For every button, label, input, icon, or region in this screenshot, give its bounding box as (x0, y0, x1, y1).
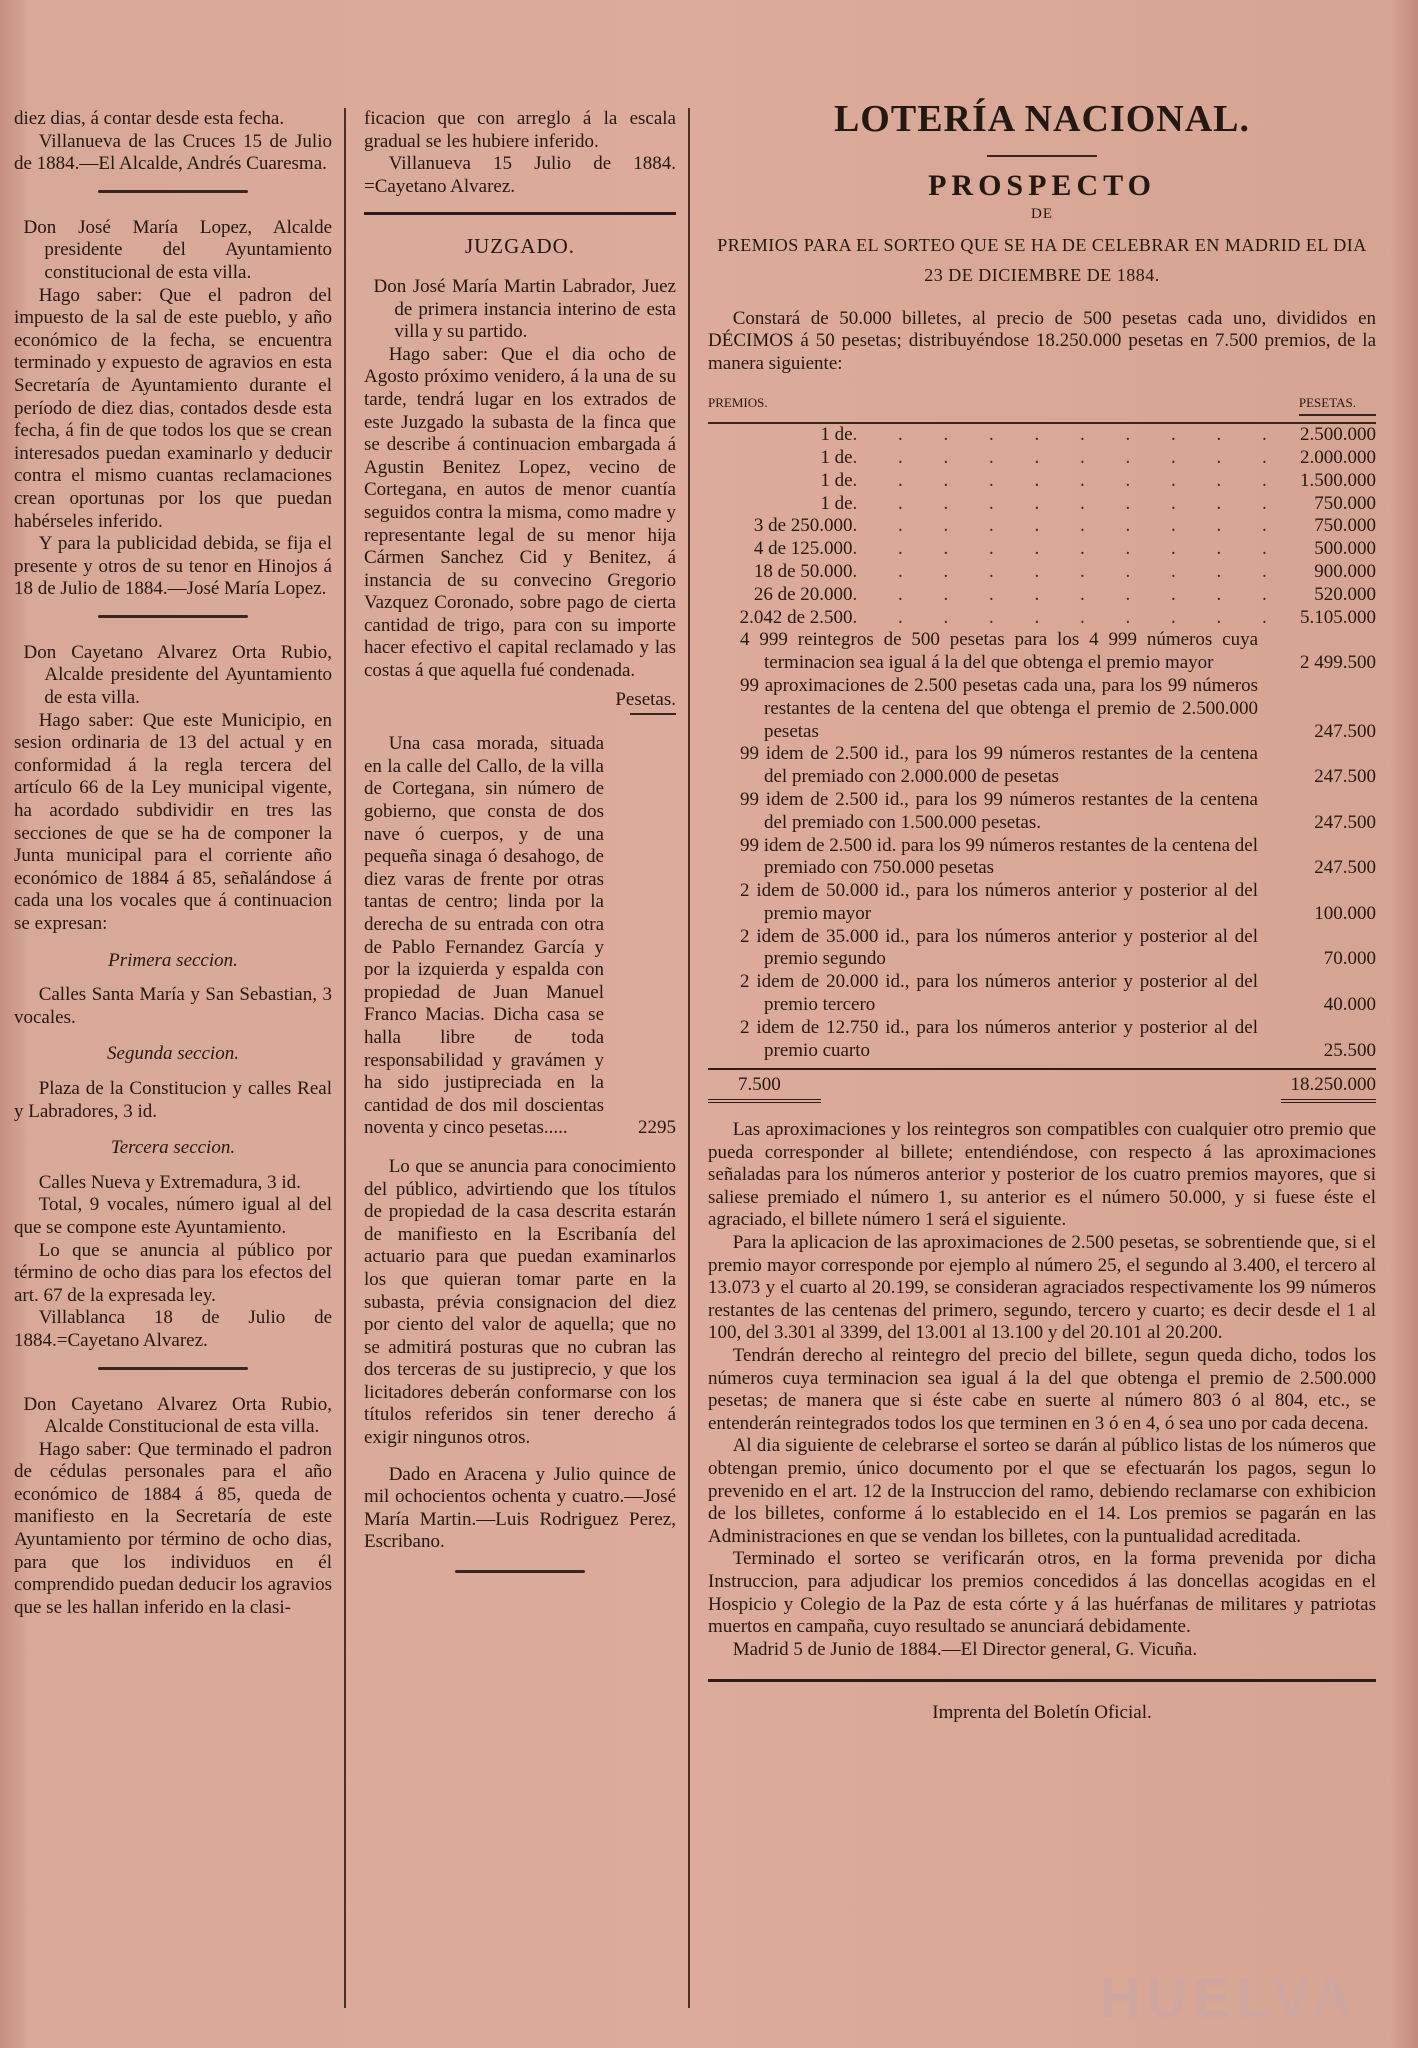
prize-row (708, 515, 1376, 538)
prize-row (708, 493, 1376, 516)
prize-extra-text: 2 idem de 20.000 id., para los números anterior y posterior al del premio tercero (740, 971, 1258, 1016)
prospecto-heading: PROSPECTO (928, 168, 1156, 202)
leader-dots: . . . . . . . . . . (852, 424, 1285, 446)
prize-quantity: 2.042 de 2.500 (739, 606, 853, 628)
prize-extra-row (708, 675, 1376, 743)
lottery-subtitle-line-1: PREMIOS PARA EL SORTEO QUE SE HA DE CELEBRAR EN MADRID EL DIA (717, 234, 1367, 255)
huelva-watermark: HUELVA (1100, 1966, 1358, 2029)
col2-paragraph: Lo que se anuncia para conocimiento del público, advirtiendo que los títulos de propiedad de la casa descrita estarán de manifiesto en la Escribanía del actuario para que puedan examinarlos los que quieran tomar parte en la subasta, prévia consignacion del diez por ciento del valor de aquella; que no se admitirá posturas que no cubran las dos terceras de su justiprecio, y que los licitadores deberán conformarse con los títulos referidos sin tener derecho á exigir ningunos otros. (364, 1155, 676, 1449)
prize-extra-amount: 100.000 (1314, 902, 1376, 924)
lottery-subtitle (708, 230, 1376, 290)
section-heading: Tercera seccion. (110, 1137, 236, 1159)
section-heading: Segunda seccion. (107, 1043, 239, 1065)
imprenta-footer: Imprenta del Boletín Oficial. (932, 1702, 1152, 1724)
prize-extra-amount: 25.500 (1323, 1039, 1376, 1061)
lottery-paragraph: Para la aplicacion de las aproximaciones de 2.500 pesetas, se sobrentiende que, si el premio mayor corresponde por ejemplo al número 25, el segundo al 3.400, el tercero al 13.073 y el cuarto al 20.199, se consideran agraciados respectivamente los 99 números restantes de las centenas del primero, segundo, tercero y cuarto; es decir desde el 1 al 100, del 3.301 al 3399, del 13.001 al 13.100 y del 20.101 al 20.200. (708, 1232, 1376, 1344)
col1-signature: Y para la publicidad debida, se fija el presente y otros de su tenor en Hinojos á 18 de Julio de 1884.—José María Lopez. (14, 533, 332, 600)
lottery-subtitle-line-2: 23 DE DICIEMBRE DE 1884. (924, 264, 1160, 285)
col1-notice-header: Don José María Lopez, Alcalde presidente del Ayuntamiento constitucional de esta villa. (23, 216, 332, 283)
prize-table (708, 422, 1376, 629)
prize-extra-row (708, 971, 1376, 1017)
prize-total-row (708, 1068, 1376, 1103)
column-divider-left (344, 108, 346, 2008)
prize-amount: 750.000 (1314, 515, 1376, 537)
prize-row (708, 470, 1376, 493)
lottery-signature: Madrid 5 de Junio de 1884.—El Director general, G. Vicuña. (732, 1638, 1198, 1660)
section-text: Plaza de la Constitucion y calles Real y Labradores, 3 id. (14, 1077, 332, 1122)
lottery-paragraph: Terminado el sorteo se verificarán otros, en la forma prevenida por dicha Instruccion, para adjudicar los premios concedidos á las doncellas acogidas en el Hospicio y Colegio de la Paz de esta córte y á las huérfanas de militares y patriotas muertos en campaña, cuyo resultado se anunciará debidamente. (708, 1548, 1376, 1638)
col2-notice-header: Don José María Martin Labrador, Juez de primera instancia interino de esta villa y su partido. (373, 275, 676, 343)
prize-quantity: 3 de 250.000 (753, 515, 853, 537)
prize-amount: 2.000.000 (1300, 446, 1376, 468)
property-entry (364, 733, 676, 1140)
prize-extras (708, 629, 1376, 1062)
pesetas-label: Pesetas. (615, 688, 676, 710)
property-value: 2295 (638, 1117, 676, 1139)
column-divider-right (688, 108, 690, 2008)
prize-row (708, 584, 1376, 607)
column-1 (14, 108, 332, 1619)
premios-label: PREMIOS. (708, 394, 768, 410)
total-count: 7.500 (708, 1074, 821, 1103)
prize-extra-row (708, 880, 1376, 926)
prize-extra-row (708, 1017, 1376, 1063)
prize-row (708, 561, 1376, 584)
prize-extra-row (708, 926, 1376, 972)
section-rule (364, 212, 676, 215)
prize-extra-amount: 40.000 (1323, 994, 1376, 1016)
prize-row (708, 607, 1376, 630)
prize-extra-text: 99 aproximaciones de 2.500 pesetas cada una, para los 99 números restantes de la centena del que obtenga el premio de 2.500.000 pesetas (740, 674, 1258, 742)
col1-signature: Villablanca 18 de Julio de 1884.=Cayetano Alvarez. (14, 1307, 332, 1351)
lottery-intro: Constará de 50.000 billetes, al precio de 500 pesetas cada uno, divididos en DÉCIMOS á 50 pesetas; distribuyéndose 18.250.000 pesetas en 7.500 premios, de la manera siguiente: (708, 307, 1376, 374)
prize-extra-row (708, 743, 1376, 789)
property-description: Una casa morada, situada en la calle del Callo, de la villa de Cortegana, sin número de gobierno, que consta de dos nave ó cuerpos, y de una pequeña sinaga ó desahogo, de diez varas de frente por otras tantas de centro; linda por la derecha de su entrada con otra de Pablo Fernandez García y por la izquierda y espalda con propiedad de Juan Manuel Franco Macias. Dicha casa se halla libre de toda responsabilidad y gravámen y ha sido justipreciada en la cantidad de dos mil doscientas noventa y cinco pesetas..... (364, 733, 604, 1139)
total-amount: 18.250.000 (1281, 1074, 1377, 1103)
leader-dots: . . . . . . . . . . (852, 469, 1285, 491)
prize-extra-text: 2 idem de 12.750 id., para los números anterior y posterior al del premio cuarto (740, 1016, 1258, 1061)
col2-paragraph: Hago saber: Que el dia ocho de Agosto próximo venidero, á la una de su tarde, tendrá lugar en los extrados de este Juzgado la subasta de la finca que se describe á continuacion embargada á Agustin Benitez Lopez, vecino de Cortegana, en autos de menor cuantía seguidos contra la misma, como madre y representante legal de su menor hija Cármen Sanchez Cid y Benitez, á instancia de su convecino Gregorio Vazquez Coronado, sobre pago de cierta cantidad de trigo, para con su importe hacer efectivo el capital reclamado y las costas á que aquella fué condenada. (364, 343, 676, 682)
col1-signature: Villanueva de las Cruces 15 de Julio de 1884.—El Alcalde, Andrés Cuaresma. (14, 130, 332, 175)
prize-extra-text: 99 idem de 2.500 id. para los 99 números restantes de la centena del premiado con 750.000 pesetas (740, 834, 1258, 879)
section-separator (455, 1570, 585, 1573)
prize-extra-amount: 247.500 (1314, 811, 1376, 833)
leader-dots: . . . . . . . . . . (852, 538, 1285, 560)
prize-quantity: 1 de (820, 424, 853, 446)
prize-extra-amount: 247.500 (1314, 720, 1376, 742)
prize-extra-amount: 247.500 (1314, 857, 1376, 879)
closing-rule (708, 1679, 1376, 1682)
section-text: Calles Nueva y Extremadura, 3 id. (38, 1171, 301, 1193)
leader-dots: . . . . . . . . . . (852, 560, 1285, 582)
pesetas-underline (630, 713, 676, 715)
prize-quantity: 1 de (820, 469, 853, 491)
column-2 (364, 108, 676, 1597)
prize-amount: 5.105.000 (1300, 606, 1376, 628)
de-label: DE (1031, 206, 1053, 223)
prize-extra-row (708, 789, 1376, 835)
prize-row (708, 447, 1376, 470)
prize-extra-text: 99 idem de 2.500 id., para los 99 números restantes de la centena del premiado con 1.500.000 pesetas. (740, 788, 1258, 833)
col2-paragraph: ficacion que con arreglo á la escala gradual se les hubiere inferido. (364, 108, 676, 152)
section-text: Calles Santa María y San Sebastian, 3 vocales. (14, 984, 332, 1028)
col2-signature: Villanueva 15 Julio de 1884. =Cayetano Alvarez. (364, 153, 676, 197)
column-3-lottery (708, 98, 1376, 1725)
prize-extra-row (708, 629, 1376, 675)
lottery-paragraph: Al dia siguiente de celebrarse el sorteo se darán al público listas de los números que obtengan premio, único documento por el que se efectuarán los pagos, segun lo prevenido en el art. 12 de la Instruccion del ramo, debiendo reclamarse con exhibicion de los billetes, conforme á lo establecido en el 14. Los premios se pagarán en las Administraciones en que se vendan los billetes, con la puntualidad acreditada. (708, 1435, 1376, 1547)
col1-notice-header: Don Cayetano Alvarez Orta Rubio, Alcalde presidente del Ayuntamiento de esta villa. (23, 641, 332, 709)
leader-dots: . . . . . . . . . . (852, 515, 1285, 537)
prize-amount: 500.000 (1314, 538, 1376, 560)
section-separator (98, 1367, 248, 1370)
col1-paragraph: diez dias, á contar desde esta fecha. (14, 108, 285, 129)
juzgado-heading: JUZGADO. (464, 234, 576, 259)
leader-dots: . . . . . . . . . . (852, 583, 1285, 605)
leader-dots: . . . . . . . . . . (852, 606, 1285, 628)
prize-row (708, 538, 1376, 561)
pesetas-label: PESETAS. (1299, 392, 1376, 417)
section-separator (98, 615, 248, 618)
col2-signature: Dado en Aracena y Julio quince de mil ochocientos ochenta y cuatro.—José María Martin.—Luis Rodriguez Perez, Escribano. (364, 1463, 676, 1553)
lottery-title: LOTERÍA NACIONAL. (833, 98, 1251, 140)
col1-paragraph: Total, 9 vocales, número igual al del que se compone este Ayuntamiento. (14, 1194, 332, 1238)
prize-amount: 900.000 (1314, 560, 1376, 582)
leader-dots: . . . . . . . . . . (852, 492, 1285, 514)
prize-extra-text: 4 999 reintegros de 500 pesetas para los 4 999 números cuya terminacion sea igual á la del que obtenga el premio mayor (740, 629, 1258, 674)
prize-amount: 520.000 (1314, 583, 1376, 605)
col1-paragraph: Hago saber: Que terminado el padron de cédulas personales para el año económico de 1884 á 85, queda de manifiesto en la Secretaría de este Ayuntamiento por término de ocho dias, para que los individuos en él comprendido puedan deducir los agravios que se les hallan inferido en la clasi- (14, 1438, 332, 1618)
prize-extra-text: 2 idem de 35.000 id., para los números anterior y posterior al del premio segundo (740, 925, 1258, 970)
prize-quantity: 26 de 20.000 (753, 583, 853, 605)
lottery-paragraph: Las aproximaciones y los reintegros son compatibles con cualquier otro premio que pueda corresponder al billete; entendiéndose, con respecto á las aproximaciones señaladas para los números anterior y posterior de los cuatro premios mayores, que si saliese premiado el número 1, su anterior es el número 50.000, y si fuese éste el agraciado, el billete número 1 será el siguiente. (708, 1119, 1376, 1231)
ornament-divider (987, 145, 1097, 157)
col1-paragraph: Hago saber: Que el padron del impuesto de la sal de este pueblo, y año económico de la fecha, se encuentra terminado y expuesto de agravios en esta Secretaría de Ayuntamiento durante el período de diez dias, contados desde esta fecha, á fin de que todos los que se crean interesados puedan examinarlo y deducir contra el mismo cuantas reclamaciones crean oportunas por los que puedan habérseles inferido. (14, 284, 332, 532)
lottery-paragraph: Tendrán derecho al reintegro del precio del billete, segun queda dicho, todos los números cuya terminacion sea igual á la del que obtenga el premio de 2.500.000 pesetas; de manera que si éste cabe en suerte al número 803 ó al 804, etc., se entenderán reintegrados todos los que terminen en 3 ó en 4, ó sea uno por cada decena. (708, 1345, 1376, 1434)
prize-extra-text: 2 idem de 50.000 id., para los números anterior y posterior al del premio mayor (740, 880, 1258, 924)
prize-table-labels (708, 392, 1376, 417)
col1-notice-header: Don Cayetano Alvarez Orta Rubio, Alcalde Constitucional de esta villa. (23, 1393, 332, 1438)
leader-dots: . . . . . . . . . . (852, 446, 1285, 468)
prize-extra-amount: 70.000 (1323, 948, 1376, 970)
prize-extra-row (708, 835, 1376, 881)
prize-quantity: 1 de (820, 446, 853, 468)
prize-quantity: 1 de (820, 492, 853, 514)
prize-quantity: 4 de 125.000 (753, 538, 853, 560)
prize-row (708, 423, 1376, 447)
col1-paragraph: Lo que se anuncia al público por término de ocho dias para los efectos del art. 67 de la expresada ley. (14, 1239, 332, 1306)
col1-paragraph: Hago saber: Que este Municipio, en sesion ordinaria de 13 del actual y en conformidad á la regla tercera del artículo 66 de la Ley municipal vigente, ha acordado subdividir en tres las secciones de que se ha de componer la Junta municipal para el corriente año económico de 1884 á 85, señalándose á cada una los vocales que á continuacion se expresan: (14, 709, 332, 934)
prize-extra-amount: 2 499.500 (1300, 652, 1376, 674)
prize-quantity: 18 de 50.000 (753, 560, 853, 582)
section-heading: Primera seccion. (108, 949, 238, 971)
prize-extra-text: 99 idem de 2.500 id., para los 99 números restantes de la centena del premiado con 2.000.000 de pesetas (740, 743, 1258, 788)
section-separator (98, 190, 248, 193)
prize-extra-amount: 247.500 (1314, 766, 1376, 788)
prize-amount: 2.500.000 (1300, 424, 1376, 446)
prize-amount: 1.500.000 (1300, 469, 1376, 491)
prize-amount: 750.000 (1314, 492, 1376, 514)
